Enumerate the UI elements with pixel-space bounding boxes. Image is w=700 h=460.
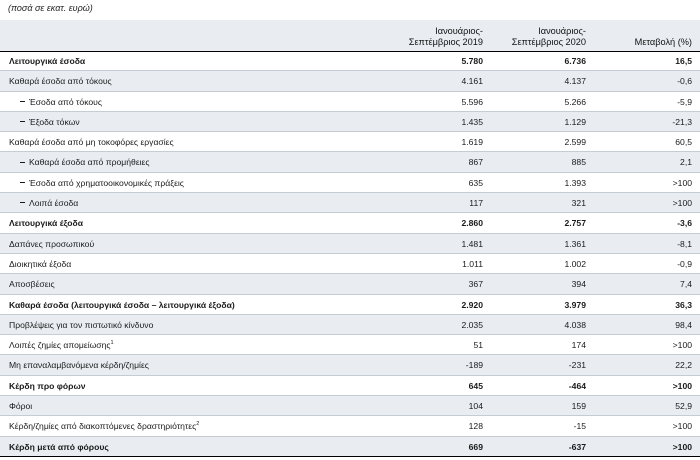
value-2020: -464 (568, 380, 586, 391)
row-label-text: Καθαρά έσοδα (λειτουργικά έσοδα – λειτουργικά έξοδα) (9, 299, 235, 310)
table-row (0, 92, 700, 112)
row-label-text: Λοιπές ζημίες απομείωσης (9, 340, 111, 351)
value-2019: 2.035 (461, 319, 483, 330)
row-label-text: Αποσβέσεις (9, 279, 55, 290)
row-label-text: Δαπάνες προσωπικού (9, 238, 95, 249)
dash-bullet-icon (20, 101, 25, 102)
value-2020: -15 (573, 421, 586, 432)
value-2020: 6.736 (564, 56, 586, 66)
amounts-caption: (ποσά σε εκατ. ευρώ) (8, 3, 93, 13)
value-2020: 4.038 (564, 319, 586, 330)
row-label (9, 218, 83, 228)
table-row (0, 437, 700, 457)
row-label (9, 259, 71, 269)
value-2019: 867 (468, 157, 483, 168)
header-2019-line1: Ιανουάριος- (435, 26, 483, 36)
row-label-text: Λειτουργικά έξοδα (9, 218, 84, 229)
row-label-text: Καθαρά έσοδα από τόκους (9, 76, 112, 87)
value-2020: 1.002 (564, 258, 586, 269)
row-label-text: Καθαρά έσοδα από μη τοκοφόρες εργασίες (9, 137, 174, 148)
table-row (0, 376, 700, 396)
header-change: Μεταβολή (%) (634, 37, 692, 47)
row-label (9, 421, 199, 431)
value-change: -21,3 (672, 116, 692, 127)
row-label-text: Μη επαναλαμβανόμενα κέρδη/ζημίες (9, 360, 149, 371)
row-label (9, 381, 86, 391)
value-change: -5,9 (677, 96, 692, 107)
table-row (0, 213, 700, 233)
value-2019: 669 (468, 441, 483, 452)
table-row (0, 234, 700, 254)
dash-bullet-icon (20, 182, 25, 183)
row-label-text: Έσοδα από τόκους (29, 96, 103, 107)
dash-bullet-icon (20, 202, 25, 203)
row-label-text: Έσοδα από χρηματοοικονομικές πράξεις (29, 177, 184, 188)
table-row (0, 274, 700, 294)
value-change: -0,9 (677, 258, 692, 269)
table-row (0, 295, 700, 315)
value-change: >100 (672, 340, 692, 351)
value-2020: 1.129 (564, 116, 586, 127)
value-2019: 4.161 (461, 76, 483, 87)
row-label (9, 157, 150, 167)
value-2020: 1.393 (564, 177, 586, 188)
value-change: >100 (672, 198, 692, 209)
value-change: 22,2 (675, 360, 692, 371)
value-2019: 645 (468, 380, 483, 391)
value-2020: 159 (571, 401, 586, 412)
value-2020: 1.361 (564, 238, 586, 249)
value-2019: 5.596 (461, 96, 483, 107)
table-row (0, 254, 700, 274)
row-label-text: Λειτουργικά έσοδα (9, 56, 86, 66)
table-row (0, 51, 700, 71)
table-header (0, 20, 700, 52)
value-2019: 2.860 (461, 218, 483, 229)
row-label-text: Φόροι (9, 401, 33, 412)
table-body (0, 51, 700, 457)
row-label (9, 442, 109, 452)
row-label-text: Κέρδη/ζημίες από διακοπτόμενες δραστηριότητες (9, 421, 197, 432)
header-2019-line2: Σεπτέμβριος 2019 (408, 37, 483, 47)
value-change: -8,1 (677, 238, 692, 249)
row-label (9, 300, 235, 310)
header-2020 (476, 26, 586, 48)
value-2019: 1.435 (461, 116, 483, 127)
row-label-text: Λοιπά έσοδα (29, 198, 79, 209)
value-2020: -637 (568, 441, 586, 452)
value-2019: 635 (468, 177, 483, 188)
table-row (0, 71, 700, 91)
value-2020: 2.757 (564, 218, 586, 229)
dash-bullet-icon (20, 121, 25, 122)
value-change: 7,4 (680, 279, 692, 290)
value-change: -0,6 (677, 76, 692, 87)
row-label (9, 56, 85, 66)
row-label (9, 97, 102, 107)
value-2020: 321 (571, 198, 586, 209)
header-2020-line2: Σεπτέμβριος 2020 (511, 37, 586, 47)
value-2019: 128 (468, 421, 483, 432)
value-2020: 174 (571, 340, 586, 351)
value-2019: 2.920 (461, 299, 483, 310)
table-row (0, 173, 700, 193)
table-row (0, 416, 700, 436)
header-2020-line1: Ιανουάριος- (538, 26, 586, 36)
value-change: >100 (672, 177, 692, 188)
row-label (9, 117, 80, 127)
value-change: 52,9 (675, 401, 692, 412)
row-label (9, 137, 174, 147)
dash-bullet-icon (20, 162, 25, 163)
value-2020: 394 (571, 279, 586, 290)
value-change: 36,3 (675, 299, 692, 310)
row-label (9, 178, 184, 188)
table-row (0, 193, 700, 213)
value-change: -3,6 (677, 218, 692, 229)
value-2020: 4.137 (564, 76, 586, 87)
row-label-text: Διοικητικά έξοδα (9, 258, 72, 269)
value-change: 60,5 (675, 137, 692, 148)
row-label-text: Έξοδα τόκων (29, 116, 80, 127)
row-label (9, 320, 153, 330)
row-label (9, 401, 32, 411)
table-row (0, 152, 700, 172)
value-2020: 3.979 (564, 299, 586, 310)
row-label (9, 279, 55, 289)
value-2020: 2.599 (564, 137, 586, 148)
table-row (0, 132, 700, 152)
row-label (9, 198, 78, 208)
table-row (0, 112, 700, 132)
header-2019 (373, 26, 483, 48)
value-change: >100 (672, 441, 692, 452)
value-2019: 1.011 (462, 258, 483, 269)
value-2019: 51 (473, 340, 483, 351)
value-2020: 5.266 (564, 96, 586, 107)
table-row (0, 335, 700, 355)
value-2019: 104 (468, 401, 483, 412)
value-2019: 5.780 (461, 56, 483, 66)
row-label (9, 239, 94, 249)
footnote-marker: 1 (110, 340, 114, 347)
row-label (9, 360, 149, 370)
value-2019: -189 (465, 360, 483, 371)
value-change: >100 (672, 421, 692, 432)
table-row (0, 396, 700, 416)
value-change: 16,5 (675, 56, 692, 66)
row-label-text: Καθαρά έσοδα από προμήθειες (29, 157, 150, 168)
value-change: 98,4 (675, 319, 692, 330)
footnote-marker: 2 (196, 421, 200, 428)
value-2019: 367 (468, 279, 483, 290)
row-label-text: Προβλέψεις για τον πιστωτικό κίνδυνο (9, 319, 154, 330)
value-2019: 117 (469, 198, 483, 209)
value-2020: -231 (568, 360, 586, 371)
table-row (0, 355, 700, 375)
value-2020: 885 (571, 157, 586, 168)
value-2019: 1.619 (461, 137, 483, 148)
row-label-text: Κέρδη μετά από φόρους (9, 441, 109, 452)
table-row (0, 315, 700, 335)
value-2019: 1.481 (461, 238, 483, 249)
row-label (9, 340, 114, 350)
row-label (9, 76, 112, 86)
row-label-text: Κέρδη προ φόρων (9, 380, 86, 391)
value-change: >100 (672, 380, 692, 391)
value-change: 2,1 (680, 157, 692, 168)
